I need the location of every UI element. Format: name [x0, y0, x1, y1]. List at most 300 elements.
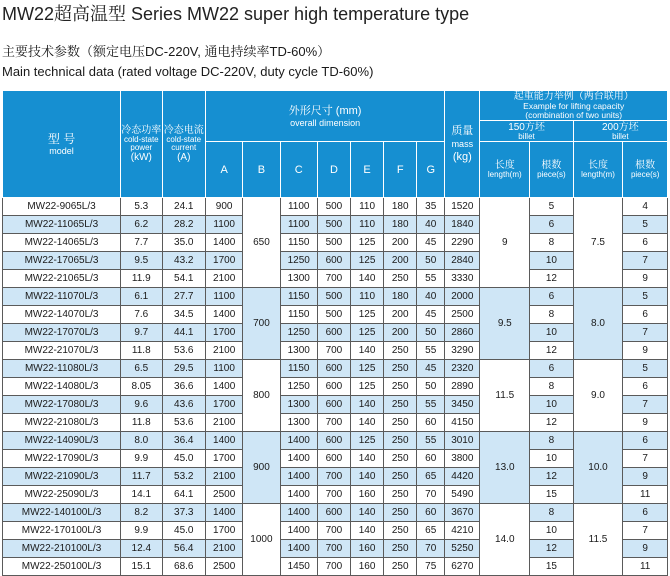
cell-dim-a: 2500	[206, 486, 243, 504]
cell-dim-b: 800	[243, 360, 280, 432]
cell-pieces-150: 12	[530, 342, 574, 360]
table-row	[3, 252, 668, 270]
cell-mass: 1840	[445, 216, 480, 234]
header-pieces-150: 根数 piece(s)	[530, 142, 574, 198]
cell-power: 9.6	[121, 396, 162, 414]
header-length-150: 长度 length(m)	[480, 142, 530, 198]
cell-model: MW22-140100L/3	[3, 504, 121, 522]
table-row	[3, 360, 668, 378]
cell-dim-a: 1700	[206, 324, 243, 342]
cell-dim-f: 250	[384, 522, 417, 540]
cell-dim-c: 1100	[280, 198, 317, 216]
header-dim-d: D	[317, 142, 350, 198]
cell-dim-a: 1700	[206, 396, 243, 414]
cell-pieces-200: 11	[623, 558, 668, 576]
cell-model: MW22-17090L/3	[3, 450, 121, 468]
page-title: MW22超高温型 Series MW22 super high temperature type	[2, 4, 470, 24]
cell-pieces-150: 8	[530, 306, 574, 324]
cell-dim-c: 1250	[280, 324, 317, 342]
cell-current: 53.6	[162, 414, 206, 432]
cell-dim-c: 1300	[280, 396, 317, 414]
cell-model: MW22-250100L/3	[3, 558, 121, 576]
table-row	[3, 540, 668, 558]
cell-pieces-150: 6	[530, 360, 574, 378]
table-row	[3, 288, 668, 306]
cell-power: 11.7	[121, 468, 162, 486]
cell-dim-d: 700	[317, 486, 350, 504]
table-row	[3, 270, 668, 288]
cell-dim-d: 700	[317, 558, 350, 576]
cell-dim-e: 125	[350, 234, 383, 252]
cell-current: 53.2	[162, 468, 206, 486]
cell-dim-d: 700	[317, 414, 350, 432]
cell-dim-a: 1400	[206, 432, 243, 450]
cell-dim-d: 600	[317, 504, 350, 522]
cell-dim-f: 250	[384, 342, 417, 360]
cell-length-200: 9.0	[573, 360, 623, 432]
cell-model: MW22-25090L/3	[3, 486, 121, 504]
cell-dim-f: 250	[384, 468, 417, 486]
cell-dim-g: 35	[417, 198, 445, 216]
cell-power: 6.2	[121, 216, 162, 234]
cell-length-200: 10.0	[573, 432, 623, 504]
cell-pieces-200: 7	[623, 252, 668, 270]
cell-current: 43.6	[162, 396, 206, 414]
cell-dim-c: 1150	[280, 234, 317, 252]
table-row	[3, 324, 668, 342]
table-row	[3, 198, 668, 216]
cell-dim-f: 200	[384, 324, 417, 342]
cell-mass: 2000	[445, 288, 480, 306]
cell-dim-e: 160	[350, 486, 383, 504]
cell-dim-e: 110	[350, 198, 383, 216]
cell-dim-f: 250	[384, 360, 417, 378]
cell-pieces-150: 10	[530, 450, 574, 468]
cell-pieces-200: 7	[623, 324, 668, 342]
cell-dim-b: 1000	[243, 504, 280, 576]
cell-current: 43.2	[162, 252, 206, 270]
cell-dim-d: 600	[317, 252, 350, 270]
cell-dim-c: 1300	[280, 342, 317, 360]
cell-dim-d: 500	[317, 306, 350, 324]
cell-length-200: 7.5	[573, 198, 623, 288]
cell-model: MW22-11070L/3	[3, 288, 121, 306]
cell-dim-e: 140	[350, 396, 383, 414]
cell-dim-g: 40	[417, 216, 445, 234]
cell-dim-g: 55	[417, 342, 445, 360]
cell-dim-e: 160	[350, 558, 383, 576]
cell-pieces-200: 9	[623, 540, 668, 558]
header-dim-c: C	[280, 142, 317, 198]
cell-dim-f: 200	[384, 252, 417, 270]
cell-current: 36.6	[162, 378, 206, 396]
cell-power: 6.5	[121, 360, 162, 378]
cell-current: 37.3	[162, 504, 206, 522]
cell-pieces-150: 12	[530, 414, 574, 432]
cell-dim-f: 250	[384, 558, 417, 576]
cell-dim-f: 180	[384, 198, 417, 216]
cell-pieces-150: 8	[530, 378, 574, 396]
cell-model: MW22-11080L/3	[3, 360, 121, 378]
cell-dim-c: 1150	[280, 306, 317, 324]
cell-dim-b: 700	[243, 288, 280, 360]
table-row	[3, 378, 668, 396]
cell-dim-c: 1400	[280, 450, 317, 468]
cell-power: 9.9	[121, 522, 162, 540]
cell-mass: 4420	[445, 468, 480, 486]
cell-pieces-200: 6	[623, 306, 668, 324]
cell-current: 64.1	[162, 486, 206, 504]
header-power: 冷态功率 cold-state power (kW)	[121, 91, 162, 198]
cell-dim-e: 140	[350, 504, 383, 522]
cell-dim-c: 1450	[280, 558, 317, 576]
cell-dim-a: 2100	[206, 540, 243, 558]
header-billet-150: 150方坯 billet	[480, 121, 573, 142]
technical-data-table	[2, 90, 668, 576]
cell-mass: 3450	[445, 396, 480, 414]
cell-dim-e: 160	[350, 540, 383, 558]
cell-model: MW22-14065L/3	[3, 234, 121, 252]
cell-dim-a: 1400	[206, 306, 243, 324]
cell-pieces-150: 10	[530, 324, 574, 342]
subtitle-english: Main technical data (rated voltage DC-220V, duty cycle TD-60%)	[2, 64, 374, 79]
cell-mass: 4150	[445, 414, 480, 432]
cell-dim-d: 600	[317, 378, 350, 396]
cell-dim-g: 50	[417, 324, 445, 342]
cell-model: MW22-9065L/3	[3, 198, 121, 216]
cell-model: MW22-170100L/3	[3, 522, 121, 540]
cell-dim-c: 1400	[280, 468, 317, 486]
cell-dim-c: 1250	[280, 378, 317, 396]
cell-dim-e: 125	[350, 378, 383, 396]
cell-length-200: 8.0	[573, 288, 623, 360]
cell-pieces-150: 8	[530, 504, 574, 522]
cell-dim-f: 250	[384, 486, 417, 504]
cell-mass: 2840	[445, 252, 480, 270]
cell-dim-e: 140	[350, 522, 383, 540]
header-dim-e: E	[350, 142, 383, 198]
cell-dim-a: 1100	[206, 288, 243, 306]
cell-dim-f: 250	[384, 432, 417, 450]
cell-length-150: 13.0	[480, 432, 530, 504]
cell-dim-g: 45	[417, 360, 445, 378]
table-row	[3, 522, 668, 540]
cell-pieces-150: 12	[530, 270, 574, 288]
cell-dim-d: 600	[317, 360, 350, 378]
cell-pieces-150: 6	[530, 216, 574, 234]
cell-pieces-150: 15	[530, 486, 574, 504]
cell-current: 45.0	[162, 522, 206, 540]
cell-dim-a: 1700	[206, 522, 243, 540]
cell-dim-g: 55	[417, 270, 445, 288]
cell-dim-b: 900	[243, 432, 280, 504]
cell-length-150: 9	[480, 198, 530, 288]
cell-pieces-150: 15	[530, 558, 574, 576]
cell-model: MW22-17065L/3	[3, 252, 121, 270]
cell-pieces-200: 9	[623, 414, 668, 432]
table-row	[3, 504, 668, 522]
cell-pieces-150: 12	[530, 540, 574, 558]
header-dim-g: G	[417, 142, 445, 198]
cell-dim-a: 2500	[206, 558, 243, 576]
cell-pieces-200: 5	[623, 288, 668, 306]
cell-pieces-200: 6	[623, 378, 668, 396]
cell-dim-g: 70	[417, 486, 445, 504]
cell-pieces-200: 6	[623, 432, 668, 450]
cell-dim-g: 65	[417, 522, 445, 540]
table-row	[3, 396, 668, 414]
cell-power: 15.1	[121, 558, 162, 576]
cell-dim-c: 1400	[280, 504, 317, 522]
cell-mass: 5490	[445, 486, 480, 504]
cell-dim-f: 180	[384, 288, 417, 306]
cell-power: 11.9	[121, 270, 162, 288]
header-current: 冷态电流 cold-state current (A)	[162, 91, 206, 198]
cell-dim-c: 1250	[280, 252, 317, 270]
cell-power: 5.3	[121, 198, 162, 216]
cell-dim-e: 140	[350, 342, 383, 360]
cell-current: 35.0	[162, 234, 206, 252]
cell-dim-e: 110	[350, 216, 383, 234]
cell-model: MW22-14080L/3	[3, 378, 121, 396]
cell-dim-a: 2100	[206, 468, 243, 486]
table-row	[3, 558, 668, 576]
cell-dim-e: 125	[350, 432, 383, 450]
cell-dim-a: 2100	[206, 342, 243, 360]
cell-power: 11.8	[121, 414, 162, 432]
cell-pieces-150: 10	[530, 522, 574, 540]
cell-pieces-200: 6	[623, 234, 668, 252]
cell-dim-d: 700	[317, 342, 350, 360]
cell-pieces-150: 10	[530, 252, 574, 270]
cell-dim-a: 1700	[206, 252, 243, 270]
table-row	[3, 342, 668, 360]
header-pieces-200: 根数 piece(s)	[623, 142, 668, 198]
cell-mass: 2860	[445, 324, 480, 342]
header-dim-a: A	[206, 142, 243, 198]
table-row	[3, 234, 668, 252]
header-dimension: 外形尺寸 (mm) overall dimension	[206, 91, 445, 142]
cell-power: 8.05	[121, 378, 162, 396]
cell-model: MW22-11065L/3	[3, 216, 121, 234]
cell-mass: 6270	[445, 558, 480, 576]
cell-dim-d: 600	[317, 432, 350, 450]
cell-mass: 3010	[445, 432, 480, 450]
cell-dim-e: 140	[350, 270, 383, 288]
cell-dim-g: 70	[417, 540, 445, 558]
header-length-200: 长度 length(m)	[573, 142, 623, 198]
cell-dim-g: 45	[417, 306, 445, 324]
cell-dim-a: 1400	[206, 504, 243, 522]
cell-length-150: 11.5	[480, 360, 530, 432]
cell-dim-a: 2100	[206, 414, 243, 432]
cell-current: 29.5	[162, 360, 206, 378]
cell-pieces-150: 5	[530, 198, 574, 216]
cell-power: 8.0	[121, 432, 162, 450]
header-model: 型 号 model	[3, 91, 121, 198]
cell-length-150: 14.0	[480, 504, 530, 576]
header-dim-b: B	[243, 142, 280, 198]
cell-dim-c: 1400	[280, 486, 317, 504]
cell-dim-g: 60	[417, 414, 445, 432]
cell-current: 27.7	[162, 288, 206, 306]
cell-model: MW22-21090L/3	[3, 468, 121, 486]
cell-dim-a: 1700	[206, 450, 243, 468]
cell-current: 56.4	[162, 540, 206, 558]
cell-pieces-150: 6	[530, 288, 574, 306]
cell-dim-d: 700	[317, 270, 350, 288]
cell-dim-f: 200	[384, 234, 417, 252]
cell-mass: 1520	[445, 198, 480, 216]
cell-dim-d: 500	[317, 288, 350, 306]
cell-dim-e: 140	[350, 414, 383, 432]
cell-dim-d: 600	[317, 396, 350, 414]
cell-model: MW22-21080L/3	[3, 414, 121, 432]
cell-dim-d: 700	[317, 522, 350, 540]
cell-mass: 3290	[445, 342, 480, 360]
cell-power: 12.4	[121, 540, 162, 558]
table-row	[3, 486, 668, 504]
cell-mass: 2290	[445, 234, 480, 252]
cell-current: 68.6	[162, 558, 206, 576]
cell-dim-f: 250	[384, 270, 417, 288]
cell-dim-c: 1300	[280, 270, 317, 288]
cell-dim-e: 125	[350, 306, 383, 324]
cell-dim-e: 110	[350, 288, 383, 306]
cell-pieces-200: 7	[623, 450, 668, 468]
cell-model: MW22-14070L/3	[3, 306, 121, 324]
cell-mass: 3330	[445, 270, 480, 288]
cell-dim-e: 140	[350, 468, 383, 486]
cell-dim-f: 250	[384, 450, 417, 468]
cell-model: MW22-21065L/3	[3, 270, 121, 288]
cell-dim-f: 180	[384, 216, 417, 234]
cell-current: 28.2	[162, 216, 206, 234]
cell-pieces-200: 9	[623, 270, 668, 288]
cell-dim-d: 700	[317, 540, 350, 558]
cell-mass: 3800	[445, 450, 480, 468]
cell-dim-e: 125	[350, 324, 383, 342]
cell-dim-f: 250	[384, 414, 417, 432]
cell-model: MW22-17080L/3	[3, 396, 121, 414]
cell-current: 24.1	[162, 198, 206, 216]
cell-pieces-200: 4	[623, 198, 668, 216]
cell-power: 11.8	[121, 342, 162, 360]
cell-mass: 4210	[445, 522, 480, 540]
cell-dim-d: 500	[317, 234, 350, 252]
cell-model: MW22-17070L/3	[3, 324, 121, 342]
header-lifting: 起重能力举例（两台联用） Example for lifting capacity (combination of two units)	[480, 91, 668, 121]
cell-pieces-200: 9	[623, 468, 668, 486]
table-row	[3, 306, 668, 324]
cell-current: 36.4	[162, 432, 206, 450]
cell-power: 14.1	[121, 486, 162, 504]
cell-dim-g: 45	[417, 234, 445, 252]
cell-dim-c: 1150	[280, 360, 317, 378]
cell-dim-d: 500	[317, 216, 350, 234]
table-row	[3, 216, 668, 234]
cell-mass: 2320	[445, 360, 480, 378]
cell-dim-d: 700	[317, 468, 350, 486]
cell-dim-g: 60	[417, 450, 445, 468]
cell-dim-g: 50	[417, 252, 445, 270]
cell-dim-f: 200	[384, 306, 417, 324]
cell-length-150: 9.5	[480, 288, 530, 360]
cell-mass: 2890	[445, 378, 480, 396]
cell-dim-f: 250	[384, 378, 417, 396]
cell-power: 9.5	[121, 252, 162, 270]
cell-dim-b: 650	[243, 198, 280, 288]
cell-pieces-150: 10	[530, 396, 574, 414]
cell-dim-g: 75	[417, 558, 445, 576]
table-header	[3, 91, 668, 198]
cell-dim-c: 1300	[280, 414, 317, 432]
cell-dim-g: 65	[417, 468, 445, 486]
cell-dim-g: 40	[417, 288, 445, 306]
cell-pieces-200: 5	[623, 216, 668, 234]
cell-pieces-200: 7	[623, 396, 668, 414]
header-billet-200: 200方坯 billet	[573, 121, 667, 142]
cell-pieces-200: 6	[623, 504, 668, 522]
table-row	[3, 468, 668, 486]
cell-current: 54.1	[162, 270, 206, 288]
cell-dim-c: 1400	[280, 522, 317, 540]
cell-pieces-200: 5	[623, 360, 668, 378]
cell-dim-c: 1400	[280, 540, 317, 558]
cell-mass: 5250	[445, 540, 480, 558]
cell-dim-f: 250	[384, 396, 417, 414]
cell-dim-c: 1100	[280, 216, 317, 234]
cell-dim-g: 60	[417, 504, 445, 522]
table-body	[3, 198, 668, 576]
cell-dim-a: 1400	[206, 378, 243, 396]
cell-pieces-150: 8	[530, 234, 574, 252]
header-dim-f: F	[384, 142, 417, 198]
cell-model: MW22-14090L/3	[3, 432, 121, 450]
cell-pieces-200: 9	[623, 342, 668, 360]
cell-mass: 3670	[445, 504, 480, 522]
cell-pieces-200: 11	[623, 486, 668, 504]
cell-model: MW22-21070L/3	[3, 342, 121, 360]
cell-dim-a: 1100	[206, 216, 243, 234]
cell-pieces-200: 7	[623, 522, 668, 540]
cell-pieces-150: 12	[530, 468, 574, 486]
cell-power: 9.7	[121, 324, 162, 342]
cell-dim-e: 140	[350, 450, 383, 468]
cell-current: 34.5	[162, 306, 206, 324]
cell-current: 45.0	[162, 450, 206, 468]
cell-power: 6.1	[121, 288, 162, 306]
cell-dim-a: 1100	[206, 360, 243, 378]
cell-model: MW22-210100L/3	[3, 540, 121, 558]
cell-dim-c: 1400	[280, 432, 317, 450]
cell-current: 53.6	[162, 342, 206, 360]
cell-dim-e: 125	[350, 360, 383, 378]
cell-dim-d: 600	[317, 324, 350, 342]
cell-power: 7.6	[121, 306, 162, 324]
cell-current: 44.1	[162, 324, 206, 342]
cell-dim-f: 250	[384, 504, 417, 522]
cell-dim-d: 600	[317, 450, 350, 468]
cell-dim-d: 500	[317, 198, 350, 216]
table-row	[3, 450, 668, 468]
cell-power: 9.9	[121, 450, 162, 468]
cell-dim-a: 2100	[206, 270, 243, 288]
cell-dim-c: 1150	[280, 288, 317, 306]
cell-length-200: 11.5	[573, 504, 623, 576]
cell-dim-f: 250	[384, 540, 417, 558]
cell-pieces-150: 8	[530, 432, 574, 450]
